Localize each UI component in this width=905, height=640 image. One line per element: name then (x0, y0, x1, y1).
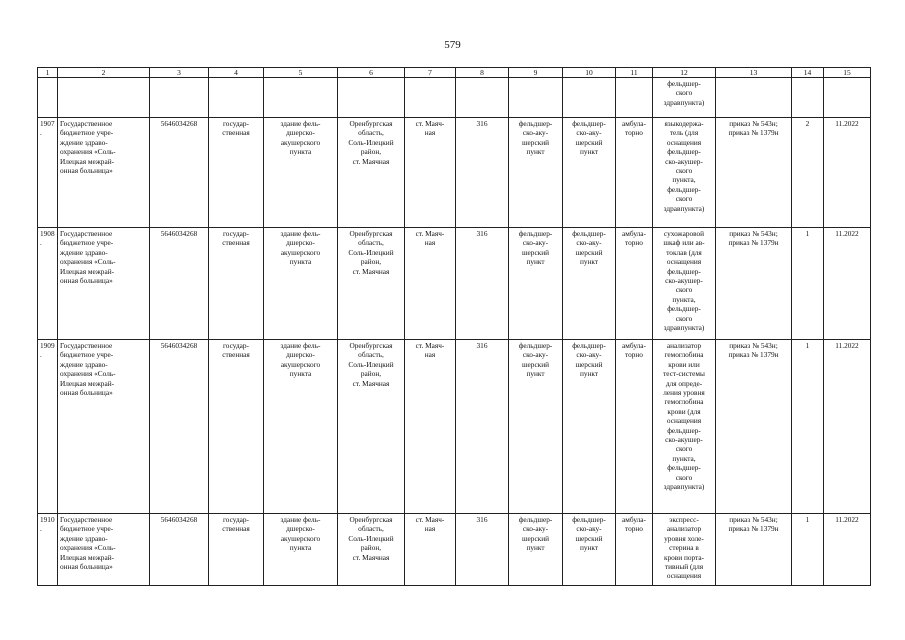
date-cell: 11.2022 (824, 118, 871, 228)
care-form-cell (616, 514, 653, 586)
text-line: акушерского (280, 137, 321, 147)
text-line: дшерско- (286, 238, 315, 248)
code-cell: 316 (456, 118, 509, 228)
text-line: Государственное (60, 229, 113, 238)
text-line: область, (358, 238, 384, 248)
text-line: шерский (575, 137, 603, 147)
text-line: пункт (579, 369, 599, 379)
text-line: фельдшер- (518, 119, 553, 128)
column-number: 15 (824, 68, 871, 78)
text-line: шкаф или ав- (663, 238, 705, 248)
locality-cell (405, 228, 456, 340)
text-line: пункт (579, 257, 599, 267)
text-line: приказ № 1379н (728, 238, 779, 248)
text-line: ст. Маяч- (415, 341, 445, 350)
ownership-cell (209, 514, 264, 586)
empty-cell (509, 78, 563, 118)
text-line: шерский (521, 359, 550, 369)
text-line: ственная (222, 350, 250, 360)
text-line: фельдшер- (572, 229, 606, 238)
care-form-cell (616, 228, 653, 340)
text-line: бюджетное учре- (60, 350, 114, 360)
text-line: бюджетное учре- (60, 128, 114, 138)
text-line: здание фель- (280, 341, 321, 350)
text-line: бюджетное учре- (60, 238, 114, 248)
text-line: онная больница» (60, 166, 113, 176)
date-cell: 11.2022 (824, 514, 871, 586)
continuation-row (38, 78, 871, 118)
text-line: фельдшер- (518, 341, 553, 350)
text-line: оснащения (666, 257, 702, 267)
column-number: 6 (338, 68, 405, 78)
organization-cell (58, 514, 150, 586)
equipment-cell (653, 118, 716, 228)
text-line: ского (675, 444, 693, 454)
text-line: ная (424, 238, 436, 248)
text-line: приказ № 1379н (728, 128, 779, 138)
empty-cell (824, 78, 871, 118)
inn-cell: 5646034268 (150, 340, 209, 514)
text-line: здравпункта) (663, 97, 705, 107)
text-line: пункт (579, 543, 599, 553)
text-line: пункт (579, 147, 599, 157)
text-line: Соль-Илецкий (348, 137, 394, 147)
text-line: государ- (222, 515, 249, 524)
table-row (38, 340, 871, 514)
text-line: государ- (222, 119, 249, 128)
text-line: ско-акушер- (665, 276, 703, 286)
text-line: Соль-Илецкий (348, 533, 394, 543)
text-line: ско-аку- (576, 128, 602, 138)
equipment-cell (653, 228, 716, 340)
text-line: пункта (289, 257, 312, 267)
text-line: Государственное (60, 119, 113, 128)
unit-type-cell (509, 340, 563, 514)
empty-cell (616, 78, 653, 118)
text-line: бюджетное учре- (60, 524, 114, 534)
text-line: шерский (575, 247, 603, 257)
unit-name-cell (563, 514, 616, 586)
equipment-cell (653, 340, 716, 514)
text-line: акушерского (280, 533, 321, 543)
text-line: Соль-Илецкий (348, 247, 394, 257)
text-line: пункта, (672, 294, 696, 304)
column-number: 7 (405, 68, 456, 78)
text-line: ско-аку- (576, 238, 602, 248)
text-line: ления уровня (663, 388, 705, 398)
column-number: 11 (616, 68, 653, 78)
text-line: фельдшер- (667, 184, 701, 194)
column-number: 3 (150, 68, 209, 78)
text-line: акушерского (280, 247, 321, 257)
text-line: ждение здраво- (60, 137, 108, 147)
text-line: ная (424, 350, 436, 360)
number-cell: 1908. (38, 228, 58, 340)
text-line: Оренбургская (349, 119, 393, 128)
column-number: 10 (563, 68, 616, 78)
text-line: ского (675, 88, 693, 98)
text-line: Оренбургская (349, 229, 393, 238)
care-form-cell (616, 340, 653, 514)
text-line: здание фель- (280, 229, 321, 238)
address-cell (338, 340, 405, 514)
text-line: ско-аку- (522, 350, 549, 360)
text-line: ная (424, 524, 436, 534)
text-line: шерский (521, 533, 550, 543)
text-line: район, (360, 257, 382, 267)
text-line: ст. Маячная (352, 156, 390, 166)
date-cell: 11.2022 (824, 228, 871, 340)
text-line: тест-системы (663, 369, 705, 379)
text-line: стерина в (669, 543, 699, 553)
table-row (38, 228, 871, 340)
code-cell: 316 (456, 228, 509, 340)
text-line: ско-аку- (522, 238, 549, 248)
text-line: приказ № 543н; (729, 229, 778, 238)
text-line: пункта (289, 543, 312, 553)
text-line: район, (360, 543, 382, 553)
text-line: здание фель- (280, 515, 321, 524)
text-line: шерский (575, 533, 603, 543)
text-line: здание фель- (280, 119, 321, 128)
locality-cell (405, 514, 456, 586)
text-line: онная больница» (60, 562, 113, 572)
text-line: Государственное (60, 341, 113, 350)
text-line: шерский (521, 137, 550, 147)
ownership-cell (209, 118, 264, 228)
text-line: фельдшер- (572, 119, 606, 128)
text-line: приказ № 543н; (729, 515, 778, 524)
text-line: гемоглобина (664, 350, 704, 360)
column-numbers-row (38, 68, 871, 78)
number-cell: 1907. (38, 118, 58, 228)
text-line: оснащения (666, 137, 702, 147)
text-line: анализатор (666, 341, 702, 350)
column-number: 2 (58, 68, 150, 78)
text-line: фельдшер- (518, 515, 553, 524)
text-line: языкодержа- (664, 119, 704, 128)
text-line: ждение здраво- (60, 533, 108, 543)
ownership-cell (209, 340, 264, 514)
text-line: пункта, (672, 453, 696, 463)
text-line: охранения «Соль- (60, 257, 116, 267)
empty-cell (209, 78, 264, 118)
column-number: 12 (653, 68, 716, 78)
column-number: 9 (509, 68, 563, 78)
text-line: ственная (222, 128, 250, 138)
column-number: 13 (716, 68, 792, 78)
text-line: охранения «Соль- (60, 543, 116, 553)
table-row (38, 118, 871, 228)
text-line: ст. Маячная (352, 378, 390, 388)
table-row (38, 514, 871, 586)
text-line: пункта (289, 147, 312, 157)
empty-cell (792, 78, 824, 118)
text-line: уровня холе- (664, 533, 704, 543)
building-cell (264, 228, 338, 340)
organization-cell (58, 118, 150, 228)
text-line: ского (675, 194, 693, 204)
text-line: экспресс- (669, 515, 699, 524)
text-line: крови (для (667, 406, 701, 416)
code-cell: 316 (456, 514, 509, 586)
ownership-cell (209, 228, 264, 340)
order-cell (716, 228, 792, 340)
text-line: дшерско- (286, 524, 315, 534)
text-line: Соль-Илецкий (348, 359, 394, 369)
text-line: анализатор (666, 524, 702, 534)
text-line: ского (675, 313, 693, 323)
text-line: фельдшер- (667, 79, 701, 88)
text-line: Оренбургская (349, 515, 393, 524)
building-cell (264, 514, 338, 586)
address-cell (338, 514, 405, 586)
organization-cell (58, 340, 150, 514)
text-line: пункт (526, 257, 545, 267)
address-cell (338, 228, 405, 340)
text-line: Илецкая межрай- (60, 552, 115, 562)
text-line: фельдшер- (667, 425, 701, 435)
text-line: для опреде- (665, 378, 703, 388)
text-line: ского (675, 166, 693, 176)
text-line: здравпункта) (663, 482, 705, 492)
equipment-cell (653, 78, 716, 118)
order-cell (716, 118, 792, 228)
order-cell (716, 340, 792, 514)
text-line: фельдшер- (518, 229, 553, 238)
inn-cell: 5646034268 (150, 118, 209, 228)
empty-cell (456, 78, 509, 118)
column-number: 1 (38, 68, 58, 78)
text-line: здравпункта) (663, 323, 705, 333)
text-line: Илецкая межрай- (60, 156, 115, 166)
unit-name-cell (563, 118, 616, 228)
organization-cell (58, 228, 150, 340)
text-line: крови или (668, 359, 700, 369)
text-line: амбула- (622, 229, 646, 238)
text-line: пункта, (672, 175, 696, 185)
text-line: сухожаровой (663, 229, 705, 238)
text-line: государ- (222, 341, 249, 350)
text-line: ско-акушер- (665, 435, 703, 445)
text-line: онная больница» (60, 276, 113, 286)
text-line: ждение здраво- (60, 359, 108, 369)
text-line: Оренбургская (349, 341, 393, 350)
column-number: 5 (264, 68, 338, 78)
text-line: пункт (526, 147, 545, 157)
text-line: ственная (222, 238, 250, 248)
text-line: ско-аку- (522, 524, 549, 534)
register-table (37, 67, 871, 586)
text-line: шерский (521, 247, 550, 257)
text-line: дшерско- (286, 350, 315, 360)
text-line: ст. Маяч- (415, 515, 445, 524)
inn-cell: 5646034268 (150, 514, 209, 586)
locality-cell (405, 118, 456, 228)
text-line: ная (424, 128, 436, 138)
unit-name-cell (563, 228, 616, 340)
empty-cell (150, 78, 209, 118)
text-line: ско-аку- (576, 524, 602, 534)
text-line: торно (625, 350, 643, 360)
text-line: шерский (575, 359, 603, 369)
column-number: 8 (456, 68, 509, 78)
text-line: крови порта- (663, 552, 705, 562)
text-line: торно (625, 238, 643, 248)
empty-cell (38, 78, 58, 118)
text-line: охранения «Соль- (60, 369, 116, 379)
text-line: фельдшер- (572, 341, 606, 350)
text-line: пункт (526, 369, 545, 379)
care-form-cell (616, 118, 653, 228)
quantity-cell: 2 (792, 118, 824, 228)
text-line: ско-аку- (522, 128, 549, 138)
text-line: ственная (222, 524, 250, 534)
text-line: Государственное (60, 515, 113, 524)
text-line: область, (358, 350, 384, 360)
column-number: 4 (209, 68, 264, 78)
text-line: тель (для (669, 128, 699, 138)
text-line: государ- (222, 229, 249, 238)
unit-name-cell (563, 340, 616, 514)
text-line: здравпункта) (663, 203, 705, 213)
number-cell: 1909. (38, 340, 58, 514)
text-line: амбула- (622, 119, 646, 128)
code-cell: 316 (456, 340, 509, 514)
text-line: ждение здраво- (60, 247, 108, 257)
text-line: приказ № 1379н (728, 524, 779, 534)
text-line: амбула- (622, 515, 646, 524)
text-line: ского (675, 472, 693, 482)
address-cell (338, 118, 405, 228)
text-line: гемоглобина (664, 397, 704, 407)
unit-type-cell (509, 228, 563, 340)
empty-cell (405, 78, 456, 118)
text-line: ского (675, 285, 693, 295)
text-line: дшерско- (286, 128, 315, 138)
text-line: ст. Маяч- (415, 119, 445, 128)
text-line: район, (360, 369, 382, 379)
text-line: торно (625, 128, 643, 138)
empty-cell (264, 78, 338, 118)
text-line: оснащения (666, 571, 702, 581)
building-cell (264, 340, 338, 514)
text-line: пункт (526, 543, 545, 553)
text-line: фельдшер- (667, 463, 701, 473)
text-line: район, (360, 147, 382, 157)
empty-cell (58, 78, 150, 118)
text-line: Илецкая межрай- (60, 378, 115, 388)
number-cell: 1910. (38, 514, 58, 586)
text-line: торно (625, 524, 643, 534)
unit-type-cell (509, 514, 563, 586)
text-line: область, (358, 524, 384, 534)
text-line: приказ № 1379н (728, 350, 779, 360)
text-line: фельдшер- (667, 266, 701, 276)
text-line: ст. Маячная (352, 552, 390, 562)
text-line: фельдшер- (572, 515, 606, 524)
locality-cell (405, 340, 456, 514)
text-line: оснащения (666, 416, 702, 426)
date-cell: 11.2022 (824, 340, 871, 514)
text-line: фельдшер- (667, 304, 701, 314)
text-line: ст. Маяч- (415, 229, 445, 238)
empty-cell (563, 78, 616, 118)
text-line: акушерского (280, 359, 321, 369)
order-cell (716, 514, 792, 586)
text-line: фельдшер- (667, 147, 701, 157)
text-line: приказ № 543н; (729, 119, 778, 128)
empty-cell (716, 78, 792, 118)
building-cell (264, 118, 338, 228)
quantity-cell: 1 (792, 228, 824, 340)
text-line: ско-аку- (576, 350, 602, 360)
text-line: токлав (для (666, 247, 702, 257)
quantity-cell: 1 (792, 340, 824, 514)
quantity-cell: 1 (792, 514, 824, 586)
column-number: 14 (792, 68, 824, 78)
inn-cell: 5646034268 (150, 228, 209, 340)
text-line: Илецкая межрай- (60, 266, 115, 276)
text-line: охранения «Соль- (60, 147, 116, 157)
text-line: пункта (289, 369, 312, 379)
empty-cell (338, 78, 405, 118)
text-line: область, (358, 128, 384, 138)
text-line: онная больница» (60, 388, 113, 398)
equipment-cell (653, 514, 716, 586)
text-line: приказ № 543н; (729, 341, 778, 350)
text-line: тивный (для (664, 562, 704, 572)
text-line: ско-акушер- (665, 156, 703, 166)
page-number: 579 (444, 39, 461, 51)
text-line: ст. Маячная (352, 266, 390, 276)
text-line: амбула- (622, 341, 646, 350)
unit-type-cell (509, 118, 563, 228)
